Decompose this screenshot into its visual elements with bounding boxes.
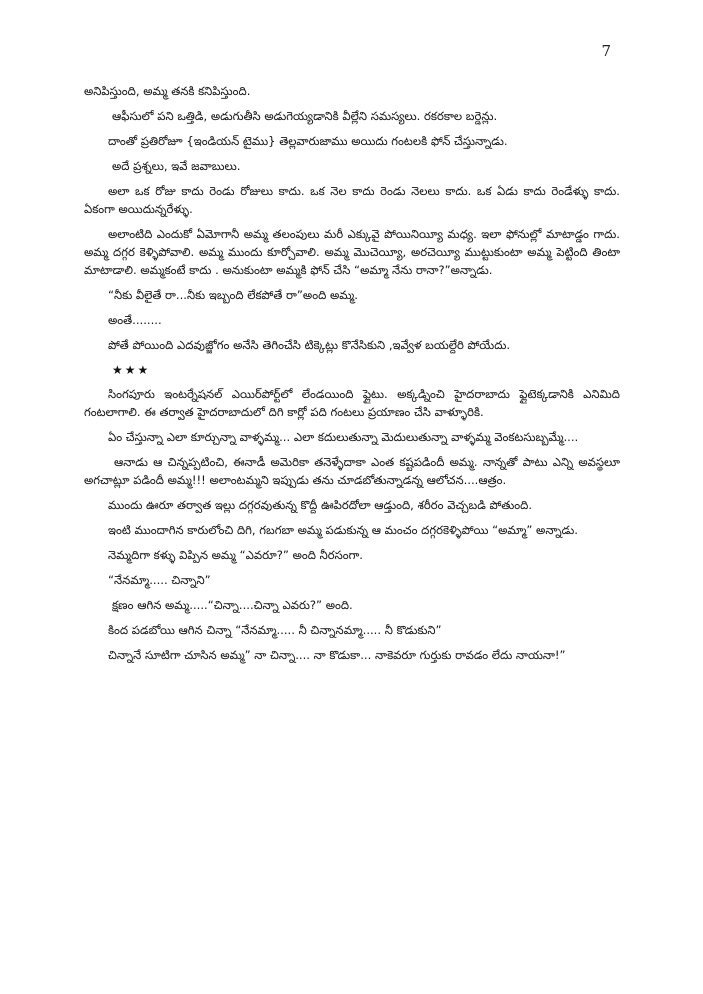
paragraph: ఆఫీసులో పని ఒత్తిడి, అడుగుతీసి అడుగెయ్యడానికి వీల్లేని సమస్యలు. రకరకాల బర్డెన్లు. bbox=[112, 109, 498, 123]
paragraph: “నేనమ్మా..... చిన్నాని” bbox=[108, 573, 211, 587]
paragraph: కింద పడబోయి ఆగిన చిన్నా “నేనమ్మా..... నీ చిన్నానమ్మా..... నీ కొడుకుని” bbox=[108, 623, 442, 637]
paragraph: క్షణం ఆగిన అమ్మ.....“చిన్నా....చిన్నా ఎవరు?” అంది. bbox=[112, 598, 353, 612]
paragraph: అదే ప్రశ్నలు, ఇవే జవాబులు. bbox=[112, 159, 241, 173]
paragraph: అనిపిస్తుంది, అమ్మ తనకి కనిపిస్తుంది. bbox=[84, 84, 251, 98]
paragraph: అలాంటిది ఎందుకో ఏమోగానీ అమ్మ తలంపులు మరీ ఎక్కువై పోయినియ్యీ మధ్య. ఇలా ఫోనుల్లో మాటాడ్డం గాదు. అమ్మ దగ్గర కెళ్ళిపోవాలి. అమ్మ ముందు కూర్చోవాలి. అమ్మ మొచెయ్యీ, అరచెయ్యీ ముట్టుకుంటా అమ్మ పెట్టింది తింటా మాటాడాలి. అమ్మకంటే కాదు . అనుకుంటా అమ్మకి ఫోన్ చేసి “అమ్మా నేను రానా?”అన్నాడు. bbox=[84, 227, 620, 277]
paragraph: ఇంటి ముందాగిన కారులోంచి దిగి, గబగబా అమ్మ పడుకున్న ఆ మంచం దగ్గరకెళ్ళిపోయి “అమ్మా” అన్నాడు. bbox=[108, 523, 578, 537]
paragraph: ఆనాడు ఆ చిన్నప్పటించి, ఈనాడీ అమెరికా తనెళ్ళేదాకా ఎంత కష్టపడిందీ అమ్మ. నాన్నతో పాటు ఎన్ని అవస్థలూ అగచాట్లూ పడిందీ అమ్మ!!! అలాంటమ్మని ఇప్పుడు తను చూడబోతున్నాడన్న ఆలోచన....ఆత్రం. bbox=[84, 455, 620, 487]
section-break: ★★★ bbox=[112, 363, 151, 377]
paragraph: దాంతో ప్రతిరోజూ {ఇండియన్ టైము} తెల్లవారుజాము అయిదు గంటలకి ఫోన్ చేస్తున్నాడు. bbox=[108, 134, 508, 148]
paragraph: ముందు ఊరూ తర్వాత ఇల్లు దగ్గరవుతున్న కొద్దీ ఊపిరదోలా ఆడ్తుంది, శరీరం వెచ్చబడి పోతుంది. bbox=[108, 498, 533, 512]
paragraph: సింగపూరు ఇంటర్నేషనల్ ఎయిర్‌పోర్ట్‌లో లేండయింది ఫ్లైటు. అక్కడ్నించి హైదరాబాదు ఫ్లైటెక్కడానికి ఎనిమిది గంటలాగాలి. ఈ తర్వాత హైదరాబాదులో దిగి కార్లో పది గంటలు ప్రయాణం చేసి వాళ్ళూరికి. bbox=[84, 387, 620, 419]
paragraph: అలా ఒక రోజు కాదు రెండు రోజులు కాదు. ఒక నెల కాదు రెండు నెలలు కాదు. ఒక ఏడు కాదు రెండేళ్ళు కాదు. ఏకంగా అయిదున్నరేళ్ళు. bbox=[84, 184, 620, 216]
page-number: 7 bbox=[601, 42, 611, 60]
paragraph: “నీకు వీలైతే రా...నీకు ఇబ్బంది లేకపోతే రా”అంది అమ్మ. bbox=[108, 288, 358, 302]
paragraph: నెమ్మదిగా కళ్ళు విప్పిన అమ్మ “ఎవరూ?” అంది నీరసంగా. bbox=[108, 548, 363, 562]
paragraph: ఏం చేస్తున్నా ఎలా కూర్చున్నా వాళ్ళమ్మ... ఎలా కదులుతున్నా మెదులుతున్నా వాళ్ళమ్మ వెంకటసుబ్బమ్మే.... bbox=[108, 430, 579, 444]
paragraph: అంతే........ bbox=[108, 313, 162, 327]
paragraph: చిన్నానే సూటిగా చూసిన అమ్మ” నా చిన్నా.... నా కొడుకా... నాకెవరూ గుర్తుకు రావడం లేదు నాయనా!” bbox=[108, 648, 566, 662]
story-text bbox=[84, 82, 620, 671]
paragraph: పోతే పోయింది ఎదవుజ్జోగం అనేసి తెగించేసి టిక్కెట్లు కొనేసికుని ,ఇవ్వేళ బయల్దేరి పోయేదు. bbox=[108, 338, 511, 352]
